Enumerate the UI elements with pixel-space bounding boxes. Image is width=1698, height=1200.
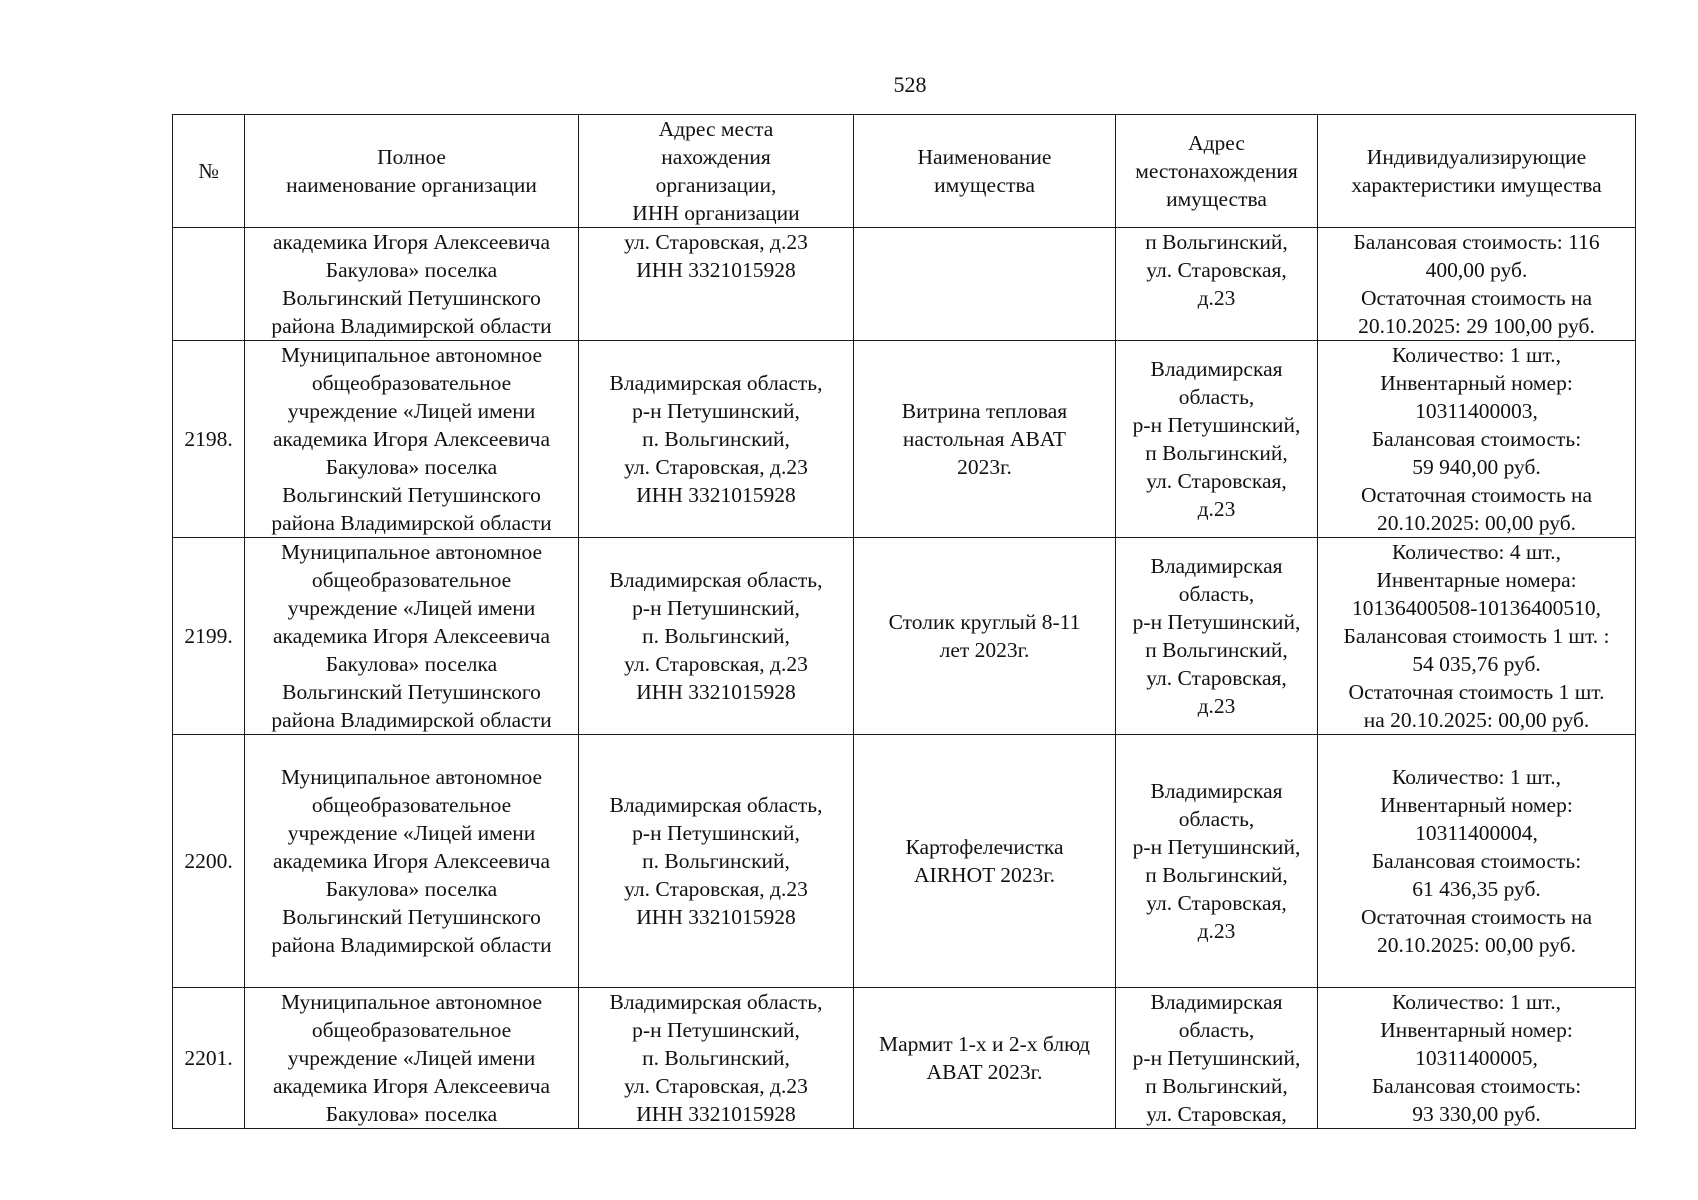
table-row bbox=[173, 228, 1636, 341]
org-name: Муниципальное автономное общеобразовательное учреждение «Лицей имени академика Игоря Алексеевича Бакулова» поселка Вольгинский Петушинского района Владимирской области bbox=[245, 735, 579, 988]
header-num: № bbox=[173, 115, 245, 228]
page-number: 528 bbox=[893, 72, 927, 97]
row-number: 2201. bbox=[173, 988, 245, 1129]
property-name bbox=[854, 228, 1116, 341]
table-row bbox=[173, 538, 1636, 735]
property-register-table bbox=[172, 114, 1636, 1129]
property-address: Владимирская область, р-н Петушинский, п Вольгинский, ул. Старовская, bbox=[1116, 988, 1318, 1129]
table-header-row bbox=[173, 115, 1636, 228]
row-number: 2200. bbox=[173, 735, 245, 988]
org-address: Владимирская область, р-н Петушинский, п. Вольгинский, ул. Старовская, д.23 ИНН 3321015928 bbox=[579, 988, 854, 1129]
org-address: ул. Старовская, д.23 ИНН 3321015928 bbox=[579, 228, 854, 341]
property-address: Владимирская область, р-н Петушинский, п Вольгинский, ул. Старовская, д.23 bbox=[1116, 538, 1318, 735]
row-number: 2199. bbox=[173, 538, 245, 735]
property-characteristics: Количество: 1 шт., Инвентарный номер: 10311400004, Балансовая стоимость: 61 436,35 руб. Остаточная стоимость на 20.10.2025: 00,00 руб. bbox=[1318, 735, 1636, 988]
header-org-address: Адрес места нахождения организации, ИНН организации bbox=[579, 115, 854, 228]
org-name: Муниципальное автономное общеобразовательное учреждение «Лицей имени академика Игоря Алексеевича Бакулова» поселка bbox=[245, 988, 579, 1129]
org-address: Владимирская область, р-н Петушинский, п. Вольгинский, ул. Старовская, д.23 ИНН 3321015928 bbox=[579, 735, 854, 988]
property-address: Владимирская область, р-н Петушинский, п Вольгинский, ул. Старовская, д.23 bbox=[1116, 735, 1318, 988]
org-name: академика Игоря Алексеевича Бакулова» поселка Вольгинский Петушинского района Владимирской области bbox=[245, 228, 579, 341]
property-name: Столик круглый 8-11 лет 2023г. bbox=[854, 538, 1116, 735]
org-name: Муниципальное автономное общеобразовательное учреждение «Лицей имени академика Игоря Алексеевича Бакулова» поселка Вольгинский Петушинского района Владимирской области bbox=[245, 341, 579, 538]
table-row bbox=[173, 735, 1636, 988]
property-name: Картофелечистка AIRHOT 2023г. bbox=[854, 735, 1116, 988]
property-address: Владимирская область, р-н Петушинский, п Вольгинский, ул. Старовская, д.23 bbox=[1116, 341, 1318, 538]
property-name: Витрина тепловая настольная ABAT 2023г. bbox=[854, 341, 1116, 538]
org-address: Владимирская область, р-н Петушинский, п. Вольгинский, ул. Старовская, д.23 ИНН 3321015928 bbox=[579, 341, 854, 538]
table-row bbox=[173, 988, 1636, 1129]
header-org: Полное наименование организации bbox=[245, 115, 579, 228]
property-characteristics: Балансовая стоимость: 116 400,00 руб. Остаточная стоимость на 20.10.2025: 29 100,00 руб. bbox=[1318, 228, 1636, 341]
row-number: 2198. bbox=[173, 341, 245, 538]
property-characteristics: Количество: 1 шт., Инвентарный номер: 10311400005, Балансовая стоимость: 93 330,00 руб. bbox=[1318, 988, 1636, 1129]
row-number bbox=[173, 228, 245, 341]
property-address: п Вольгинский, ул. Старовская, д.23 bbox=[1116, 228, 1318, 341]
header-property-address: Адрес местонахождения имущества bbox=[1116, 115, 1318, 228]
property-characteristics: Количество: 4 шт., Инвентарные номера: 10136400508-10136400510, Балансовая стоимость 1 шт. : 54 035,76 руб. Остаточная стоимость 1 шт. на 20.10.2025: 00,00 руб. bbox=[1318, 538, 1636, 735]
org-name: Муниципальное автономное общеобразовательное учреждение «Лицей имени академика Игоря Алексеевича Бакулова» поселка Вольгинский Петушинского района Владимирской области bbox=[245, 538, 579, 735]
property-characteristics: Количество: 1 шт., Инвентарный номер: 10311400003, Балансовая стоимость: 59 940,00 руб. Остаточная стоимость на 20.10.2025: 00,00 руб. bbox=[1318, 341, 1636, 538]
org-address: Владимирская область, р-н Петушинский, п. Вольгинский, ул. Старовская, д.23 ИНН 3321015928 bbox=[579, 538, 854, 735]
header-characteristics: Индивидуализирующие характеристики имущества bbox=[1318, 115, 1636, 228]
table-row bbox=[173, 341, 1636, 538]
property-name: Мармит 1-х и 2-х блюд ABAT 2023г. bbox=[854, 988, 1116, 1129]
header-property: Наименование имущества bbox=[854, 115, 1116, 228]
